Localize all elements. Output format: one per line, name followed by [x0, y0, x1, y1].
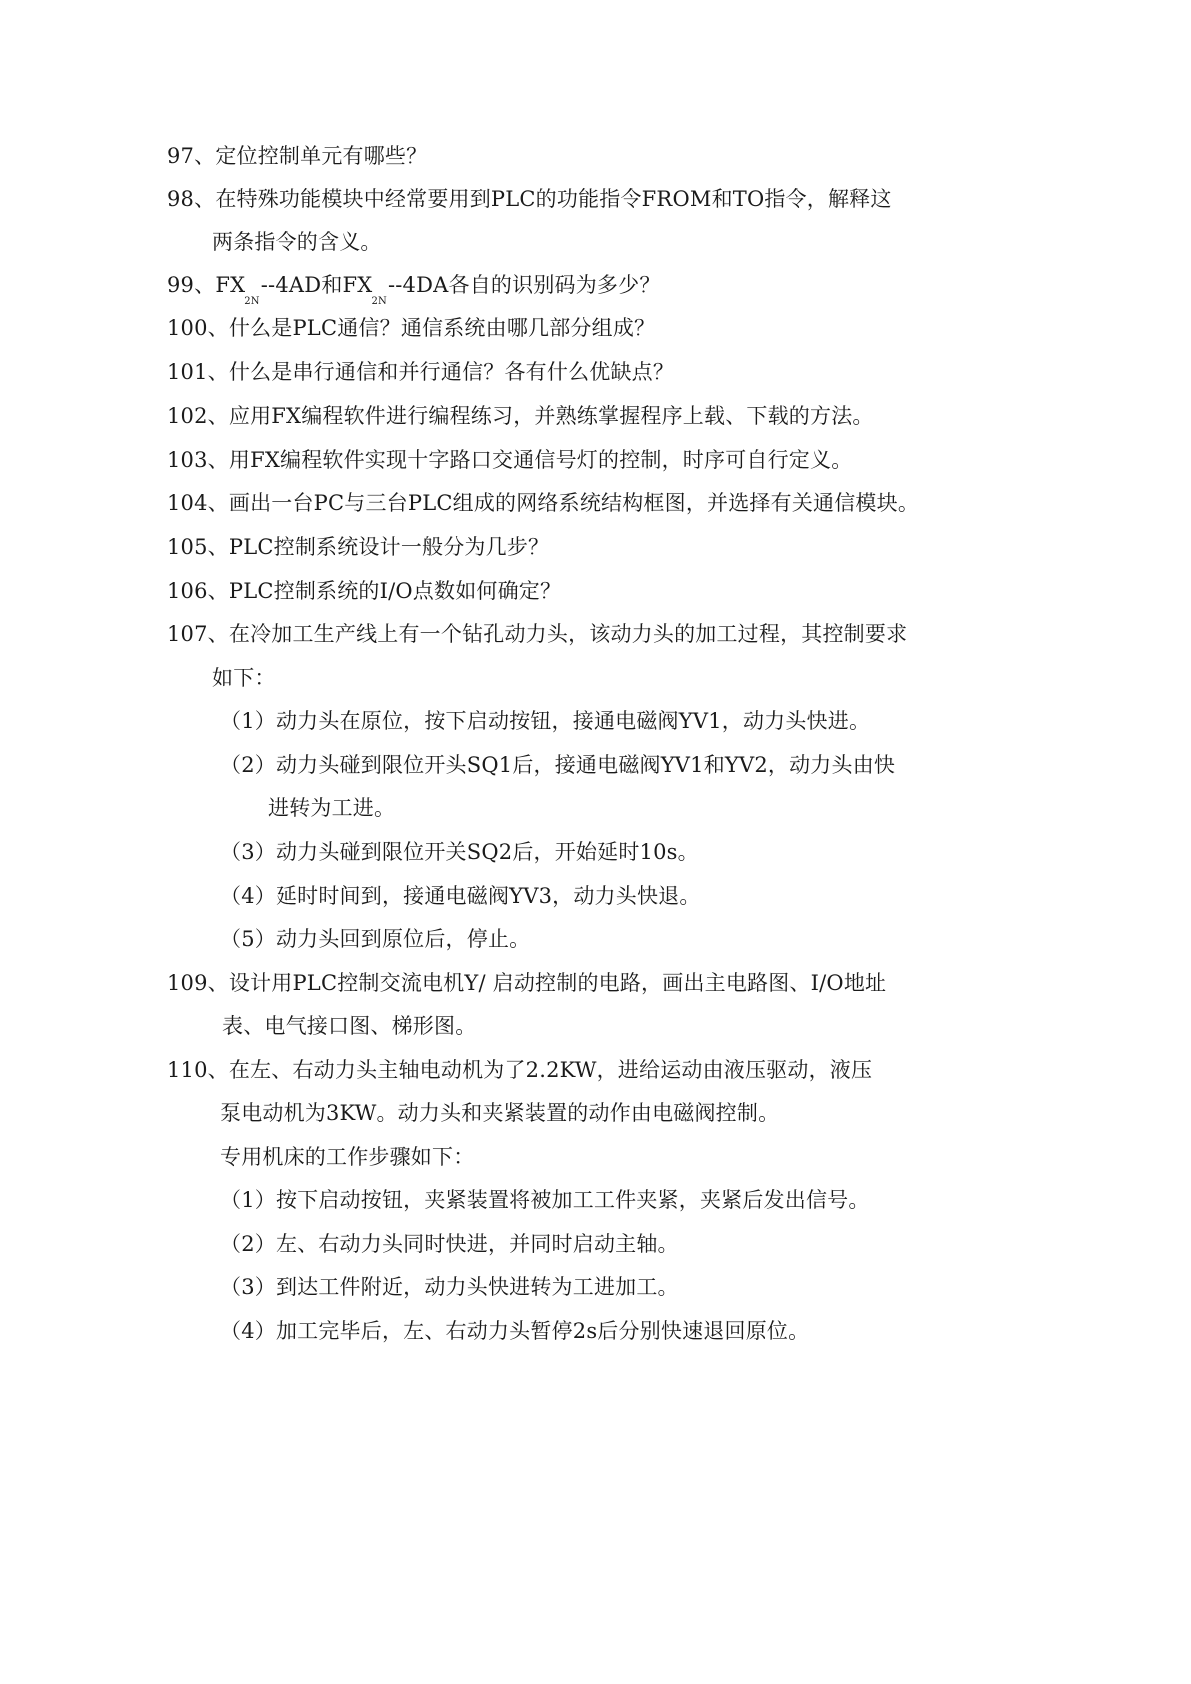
question-99-part-a: 99、FX: [167, 273, 246, 297]
question-99-part-b: --4AD和FX: [260, 273, 373, 297]
question-97: 97、定位控制单元有哪些？: [167, 144, 428, 168]
step-107-5: （5）动力头回到原位后，停止。: [220, 927, 531, 951]
question-98: 98、在特殊功能模块中经常要用到PLC的功能指令FROM和TO指令，解释这: [167, 187, 892, 211]
question-99-part-c: --4DA各自的识别码为多少？: [387, 273, 661, 297]
step-110-3: （3）到达工件附近，动力头快进转为工进加工。: [220, 1275, 679, 1299]
step-107-2-continued: 进转为工进。: [268, 796, 396, 820]
question-109-continued: 表、电气接口图、梯形图。: [222, 1014, 477, 1038]
question-102: 102、应用FX编程软件进行编程练习，并熟练掌握程序上载、下载的方法。: [167, 404, 874, 428]
question-98-continued: 两条指令的含义。: [212, 230, 382, 254]
question-105: 105、PLC控制系统设计一般分为几步？: [167, 535, 550, 559]
step-110-2: （2）左、右动力头同时快进，并同时启动主轴。: [220, 1232, 679, 1256]
step-107-3: （3）动力头碰到限位开关SQ2后，开始延时10s。: [220, 840, 699, 864]
question-106: 106、PLC控制系统的I/O点数如何确定？: [167, 579, 562, 603]
step-107-4: （4）延时时间到，接通电磁阀YV3，动力头快退。: [220, 884, 701, 908]
subscript-2n: 2N: [371, 296, 387, 307]
step-107-1: （1）动力头在原位，按下启动按钮，接通电磁阀YV1，动力头快进。: [220, 709, 871, 733]
question-99: [167, 270, 661, 307]
question-103: 103、用FX编程软件实现十字路口交通信号灯的控制，时序可自行定义。: [167, 448, 853, 472]
step-107-2: （2）动力头碰到限位开头SQ1后，接通电磁阀YV1和YV2，动力头由快: [220, 753, 896, 777]
subscript-2n: 2N: [244, 296, 260, 307]
question-100: 100、什么是PLC通信？通信系统由哪几部分组成？: [167, 316, 656, 340]
question-110-steps-intro: 专用机床的工作步骤如下：: [220, 1145, 475, 1169]
step-110-1: （1）按下启动按钮，夹紧装置将被加工工件夹紧，夹紧后发出信号。: [220, 1188, 870, 1212]
question-109: 109、设计用PLC控制交流电机Y/ 启动控制的电路，画出主电路图、I/O地址: [167, 971, 887, 995]
step-110-4: （4）加工完毕后，左、右动力头暂停2s后分别快速退回原位。: [220, 1319, 810, 1343]
question-104: 104、画出一台PC与三台PLC组成的网络系统结构框图，并选择有关通信模块。: [167, 491, 920, 515]
question-110-continued: 泵电动机为3KW。动力头和夹紧装置的动作由电磁阀控制。: [220, 1101, 780, 1125]
question-101: 101、什么是串行通信和并行通信？各有什么优缺点？: [167, 360, 675, 384]
question-110: 110、在左、右动力头主轴电动机为了2.2KW，进给运动由液压驱动，液压: [167, 1058, 873, 1082]
question-107: 107、在冷加工生产线上有一个钻孔动力头，该动力头的加工过程，其控制要求: [167, 622, 908, 646]
question-107-continued: 如下：: [212, 666, 276, 690]
